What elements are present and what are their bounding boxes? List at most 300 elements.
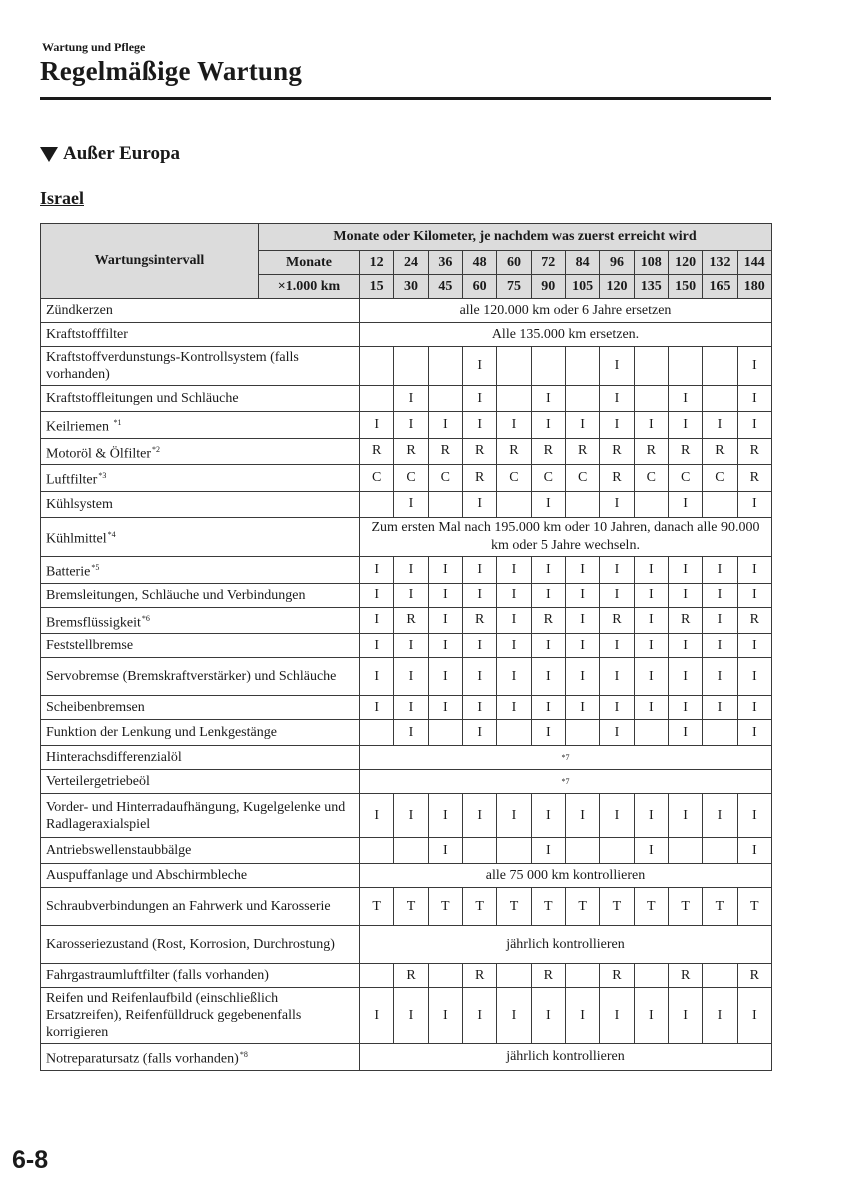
interval-value: I [531, 412, 565, 439]
table-row [41, 491, 772, 517]
item-label: Kraftstoffleitungen und Schläuche [46, 391, 239, 406]
interval-value: R [737, 465, 771, 492]
table-row [41, 438, 772, 465]
interval-value: I [634, 988, 668, 1044]
table-row [41, 299, 772, 323]
interval-value: I [634, 634, 668, 658]
interval-value [360, 347, 394, 386]
interval-value: I [565, 988, 599, 1044]
item-cell [41, 583, 360, 607]
km-header: 105 [565, 275, 599, 299]
interval-value: I [703, 794, 737, 838]
interval-value [703, 347, 737, 386]
table-row [41, 770, 772, 794]
month-header: 96 [600, 251, 634, 275]
interval-value: I [497, 583, 531, 607]
item-label: Vorder- und Hinterradaufhängung, Kugelgelenke und Radlageraxialspiel [46, 799, 346, 832]
period-header: Monate oder Kilometer, je nachdem was zuerst erreicht wird [259, 224, 772, 251]
interval-value: I [600, 794, 634, 838]
interval-value: T [462, 888, 496, 926]
item-cell [41, 696, 360, 720]
interval-value: I [394, 988, 428, 1044]
item-cell [41, 988, 360, 1044]
item-cell [41, 864, 360, 888]
table-row [41, 583, 772, 607]
interval-value: I [497, 634, 531, 658]
item-cell [41, 720, 360, 746]
interval-value: I [600, 720, 634, 746]
footnote-ref: *2 [152, 444, 160, 454]
month-header: 84 [565, 251, 599, 275]
item-cell [41, 964, 360, 988]
interval-value: I [600, 347, 634, 386]
interval-value: I [737, 412, 771, 439]
table-row [41, 658, 772, 696]
interval-value [360, 964, 394, 988]
interval-value: R [668, 607, 702, 634]
interval-value: I [565, 696, 599, 720]
interval-value [703, 964, 737, 988]
interval-value: I [668, 491, 702, 517]
item-label: Servobremse (Bremskraftverstärker) und Schläuche [46, 669, 337, 685]
interval-value: I [531, 634, 565, 658]
interval-value: R [394, 438, 428, 465]
table-row [41, 988, 772, 1044]
item-cell [41, 838, 360, 864]
interval-value: I [703, 583, 737, 607]
interval-value: I [600, 386, 634, 412]
interval-value: I [737, 658, 771, 696]
table-row [41, 386, 772, 412]
footnote-ref: *1 [113, 418, 122, 427]
interval-value: I [737, 696, 771, 720]
month-header: 24 [394, 251, 428, 275]
interval-value: I [360, 556, 394, 583]
span-cell: alle 75 000 km kontrollieren [360, 864, 772, 888]
interval-value [634, 347, 668, 386]
interval-value: T [360, 888, 394, 926]
table-row [41, 607, 772, 634]
interval-value: I [600, 556, 634, 583]
item-cell [41, 926, 360, 964]
interval-value: I [600, 634, 634, 658]
page-number: 6-8 [12, 1146, 49, 1174]
interval-value: R [462, 465, 496, 492]
interval-value [360, 720, 394, 746]
item-label: Verteilergetriebeöl [46, 774, 150, 790]
km-header: 165 [703, 275, 737, 299]
interval-value: I [703, 658, 737, 696]
interval-value [394, 838, 428, 864]
interval-value: I [462, 556, 496, 583]
footnote-ref: *3 [98, 471, 107, 481]
interval-value [360, 386, 394, 412]
interval-value: I [634, 794, 668, 838]
interval-value: I [360, 988, 394, 1044]
span-cell: alle 120.000 km oder 6 Jahre ersetzen [360, 299, 772, 323]
interval-value: I [360, 634, 394, 658]
breadcrumb: Wartung und Pflege [42, 40, 146, 54]
interval-value: I [565, 556, 599, 583]
interval-value: I [668, 583, 702, 607]
interval-value: R [462, 964, 496, 988]
interval-value: I [497, 658, 531, 696]
interval-value: C [634, 465, 668, 492]
footnote-ref: *4 [107, 530, 116, 540]
table-row [41, 696, 772, 720]
item-label: Hinterachsdifferenzialöl [46, 750, 182, 766]
interval-header: Wartungsintervall [41, 224, 259, 299]
interval-value: C [497, 465, 531, 492]
interval-value: I [634, 412, 668, 439]
interval-value: I [668, 412, 702, 439]
interval-value: I [462, 794, 496, 838]
km-header: 150 [668, 275, 702, 299]
interval-value: R [531, 438, 565, 465]
interval-value: I [634, 838, 668, 864]
interval-value: I [428, 607, 462, 634]
interval-value [531, 347, 565, 386]
interval-value [565, 386, 599, 412]
interval-value [497, 347, 531, 386]
item-cell [41, 491, 360, 517]
interval-value: I [600, 491, 634, 517]
interval-value: I [703, 988, 737, 1044]
table-row [41, 794, 772, 838]
interval-value: I [565, 794, 599, 838]
interval-value: I [462, 720, 496, 746]
interval-value [703, 491, 737, 517]
interval-value: I [462, 412, 496, 439]
interval-value [565, 964, 599, 988]
month-header: 60 [497, 251, 531, 275]
interval-value: C [394, 465, 428, 492]
interval-value: I [668, 634, 702, 658]
km-header: 135 [634, 275, 668, 299]
interval-value [428, 386, 462, 412]
item-cell [41, 556, 360, 583]
table-row [41, 720, 772, 746]
month-header: 48 [462, 251, 496, 275]
interval-value: R [737, 964, 771, 988]
table-row [41, 412, 772, 439]
triangle-down-icon [40, 147, 58, 162]
interval-value: C [531, 465, 565, 492]
item-cell [41, 658, 360, 696]
item-label: Batterie [46, 564, 91, 580]
interval-value: I [428, 794, 462, 838]
item-label: Bremsleitungen, Schläuche und Verbindungen [46, 587, 306, 603]
interval-value [497, 838, 531, 864]
interval-value: I [737, 556, 771, 583]
item-label: Karosseriezustand (Rost, Korrosion, Durchrostung) [46, 937, 335, 953]
item-cell [41, 770, 360, 794]
interval-value: I [428, 556, 462, 583]
interval-value: I [531, 583, 565, 607]
span-cell: Alle 135.000 km ersetzen. [360, 323, 772, 347]
interval-value: I [462, 988, 496, 1044]
interval-value: I [668, 696, 702, 720]
interval-value: T [634, 888, 668, 926]
interval-value [565, 720, 599, 746]
interval-value: R [703, 438, 737, 465]
item-label: Motoröl & Ölfilter [46, 446, 151, 462]
interval-value: I [394, 658, 428, 696]
interval-value: I [360, 583, 394, 607]
interval-value: I [737, 386, 771, 412]
interval-value: I [360, 607, 394, 634]
interval-value [360, 838, 394, 864]
table-row [41, 347, 772, 386]
span-cell: *7 [360, 746, 772, 770]
item-cell [41, 888, 360, 926]
item-cell [41, 438, 360, 465]
interval-value: R [668, 964, 702, 988]
interval-value: I [531, 491, 565, 517]
item-label: Schraubverbindungen an Fahrwerk und Karosserie [46, 899, 331, 915]
interval-value: I [668, 720, 702, 746]
item-cell [41, 794, 360, 838]
interval-value: I [737, 347, 771, 386]
interval-value [428, 491, 462, 517]
interval-value: T [531, 888, 565, 926]
item-cell [41, 517, 360, 556]
month-header: 36 [428, 251, 462, 275]
month-header: 108 [634, 251, 668, 275]
interval-value [394, 347, 428, 386]
interval-value: I [600, 696, 634, 720]
km-label: ×1.000 km [259, 275, 360, 299]
table-row [41, 323, 772, 347]
country-heading: Israel [40, 188, 84, 208]
item-label: Fahrgastraumluftfilter (falls vorhanden) [46, 968, 269, 984]
interval-value [497, 386, 531, 412]
interval-value: I [394, 386, 428, 412]
interval-value: I [428, 988, 462, 1044]
interval-value: I [703, 412, 737, 439]
km-header: 90 [531, 275, 565, 299]
interval-value: R [394, 607, 428, 634]
schedule-body [41, 299, 772, 1071]
interval-value: I [668, 556, 702, 583]
interval-value: C [703, 465, 737, 492]
item-label: Notreparatursatz (falls vorhanden) [46, 1051, 239, 1067]
item-cell [41, 386, 360, 412]
table-row [41, 964, 772, 988]
table-row [41, 517, 772, 556]
interval-value [428, 347, 462, 386]
interval-value [497, 720, 531, 746]
interval-value: R [600, 607, 634, 634]
interval-value: I [703, 607, 737, 634]
interval-value: R [668, 438, 702, 465]
interval-value: I [634, 556, 668, 583]
interval-value: I [394, 720, 428, 746]
table-row [41, 864, 772, 888]
interval-value: I [737, 491, 771, 517]
interval-value: I [462, 696, 496, 720]
interval-value: R [737, 607, 771, 634]
interval-value: R [600, 964, 634, 988]
section-heading-text: Außer Europa [63, 143, 181, 164]
table-row [41, 838, 772, 864]
interval-value: I [497, 412, 531, 439]
item-label: Reifen und Reifenlaufbild (einschließlich Ersatzreifen), Reifenfülldruck gegebenenfalls korrigieren [46, 991, 302, 1041]
km-header: 30 [394, 275, 428, 299]
interval-value [703, 386, 737, 412]
interval-value: I [360, 696, 394, 720]
item-label: Kraftstoffverdunstungs-Kontrollsystem (falls vorhanden) [46, 350, 299, 382]
km-header: 120 [600, 275, 634, 299]
interval-value: I [531, 988, 565, 1044]
interval-value [703, 720, 737, 746]
interval-value: I [737, 794, 771, 838]
item-label: Kraftstofffilter [46, 327, 128, 342]
interval-value: R [462, 438, 496, 465]
interval-value: I [737, 634, 771, 658]
interval-value [634, 964, 668, 988]
table-row [41, 465, 772, 492]
interval-value: I [668, 988, 702, 1044]
month-header: 72 [531, 251, 565, 275]
interval-value: I [737, 720, 771, 746]
interval-value: C [668, 465, 702, 492]
item-cell [41, 299, 360, 323]
interval-value: I [703, 696, 737, 720]
item-label: Bremsflüssigkeit [46, 615, 141, 631]
km-header: 15 [360, 275, 394, 299]
interval-value: T [428, 888, 462, 926]
interval-value: R [531, 607, 565, 634]
table-row [41, 634, 772, 658]
item-label: Feststellbremse [46, 638, 134, 654]
interval-value: R [428, 438, 462, 465]
span-cell: jährlich kontrollieren [360, 1044, 772, 1071]
interval-value: R [600, 438, 634, 465]
interval-value: I [737, 838, 771, 864]
interval-value [668, 347, 702, 386]
interval-value: I [394, 412, 428, 439]
span-cell: jährlich kontrollieren [360, 926, 772, 964]
interval-value: I [394, 794, 428, 838]
item-label: Scheibenbremsen [46, 700, 145, 716]
item-label: Funktion der Lenkung und Lenkgestänge [46, 725, 277, 741]
interval-value: I [497, 794, 531, 838]
item-cell [41, 607, 360, 634]
item-label: Luftfilter [46, 472, 98, 488]
maintenance-schedule-table [40, 223, 772, 1071]
interval-value: I [360, 658, 394, 696]
footnote-ref: *5 [91, 562, 100, 572]
interval-value: R [394, 964, 428, 988]
km-header: 75 [497, 275, 531, 299]
interval-value [634, 720, 668, 746]
item-label: Auspuffanlage und Abschirmbleche [46, 868, 248, 884]
months-label: Monate [259, 251, 360, 275]
interval-value [565, 838, 599, 864]
interval-value: I [565, 658, 599, 696]
interval-value: I [634, 696, 668, 720]
interval-value: I [668, 386, 702, 412]
page-title: Regelmäßige Wartung [40, 56, 303, 86]
interval-value: I [462, 347, 496, 386]
interval-value: R [600, 465, 634, 492]
interval-value: R [497, 438, 531, 465]
interval-value: I [462, 658, 496, 696]
interval-value: I [737, 583, 771, 607]
interval-value: I [634, 583, 668, 607]
interval-value: I [497, 556, 531, 583]
footnote-ref: *6 [141, 613, 150, 623]
interval-value: I [394, 556, 428, 583]
km-header: 180 [737, 275, 771, 299]
interval-value: I [462, 634, 496, 658]
interval-value: I [462, 583, 496, 607]
interval-value: I [394, 583, 428, 607]
interval-value: I [565, 583, 599, 607]
interval-value: I [531, 658, 565, 696]
footnote-ref: *8 [239, 1050, 248, 1060]
interval-value: I [737, 988, 771, 1044]
interval-value: I [565, 412, 599, 439]
table-row [41, 746, 772, 770]
interval-value: I [360, 794, 394, 838]
interval-value: R [360, 438, 394, 465]
interval-value: R [634, 438, 668, 465]
interval-value: R [565, 438, 599, 465]
interval-value: I [600, 658, 634, 696]
interval-value: I [600, 412, 634, 439]
item-cell [41, 465, 360, 492]
interval-value: C [360, 465, 394, 492]
month-header: 12 [360, 251, 394, 275]
interval-value: I [360, 412, 394, 439]
interval-value [634, 386, 668, 412]
interval-value: I [394, 696, 428, 720]
month-header: 120 [668, 251, 702, 275]
km-header: 45 [428, 275, 462, 299]
interval-value: I [600, 988, 634, 1044]
interval-value: I [394, 491, 428, 517]
section-heading [40, 143, 180, 165]
interval-value: I [531, 794, 565, 838]
interval-value: I [428, 412, 462, 439]
month-header: 144 [737, 251, 771, 275]
table-row [41, 1044, 772, 1071]
interval-value [428, 964, 462, 988]
interval-value: I [428, 634, 462, 658]
interval-value [360, 491, 394, 517]
interval-value: I [428, 583, 462, 607]
interval-value [668, 838, 702, 864]
interval-value: T [394, 888, 428, 926]
interval-value: I [462, 491, 496, 517]
item-cell [41, 634, 360, 658]
item-label: Kühlsystem [46, 496, 113, 512]
interval-value: I [462, 386, 496, 412]
interval-value: R [737, 438, 771, 465]
interval-value: T [497, 888, 531, 926]
item-label: Zündkerzen [46, 303, 113, 318]
interval-value [428, 720, 462, 746]
interval-value: T [668, 888, 702, 926]
item-cell [41, 1044, 360, 1071]
item-label: Antriebswellenstaubbälge [46, 843, 192, 859]
interval-value: I [634, 658, 668, 696]
table-row [41, 556, 772, 583]
interval-value: I [531, 386, 565, 412]
interval-value: R [531, 964, 565, 988]
